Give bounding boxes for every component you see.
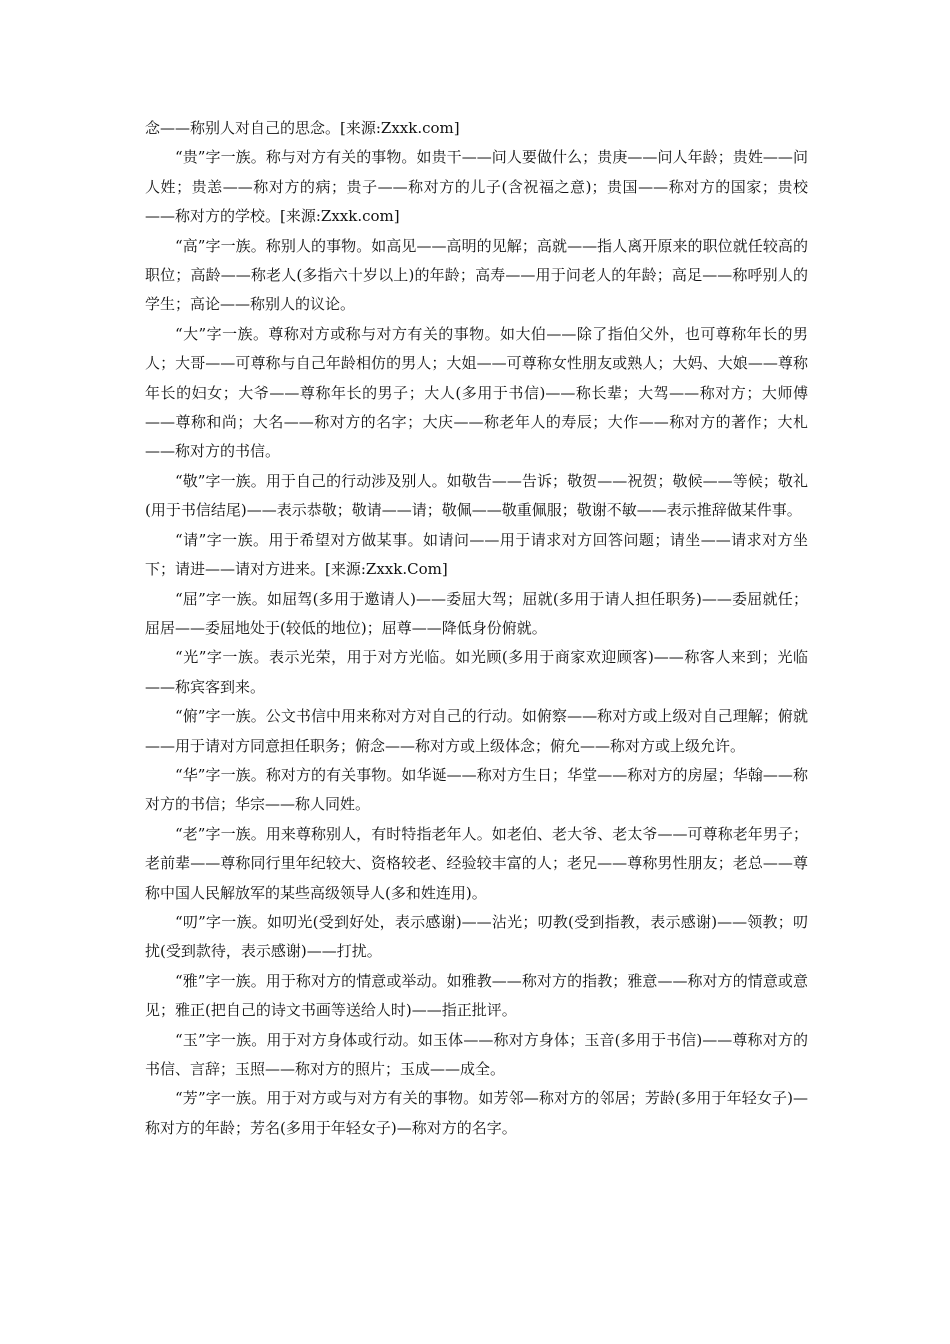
document-body — [145, 114, 808, 1143]
paragraph-yu: “玉”字一族。用于对方身体或行动。如玉体——称对方身体；玉音(多用于书信)——尊称对方的书信、言辞；玉照——称对方的照片；玉成——成全。 — [145, 1030, 808, 1078]
paragraph-qing: “请”字一族。用于希望对方做某事。如请问——用于请求对方回答问题；请坐——请求对方坐下；请进——请对方进来。[来源:Zxxk.Com] — [145, 530, 808, 579]
paragraph-gao: “高”字一族。称别人的事物。如高见——高明的见解；高就——指人离开原来的职位就任较高的职位；高龄——称老人(多指六十岁以上)的年龄；高寿——用于问老人的年龄；高足——称呼别人的学生；高论——称别人的议论。 — [145, 236, 808, 314]
paragraph-guang: “光”字一族。表示光荣，用于对方光临。如光顾(多用于商家欢迎顾客)——称客人来到；光临——称宾客到来。 — [145, 648, 808, 696]
paragraph-jing: “敬”字一族。用于自己的行动涉及别人。如敬告——告诉；敬贺——祝贺；敬候——等候；敬礼(用于书信结尾)——表示恭敬；敬请——请；敬佩——敬重佩服；敬谢不敏——表示推辞做某件事。 — [145, 471, 808, 520]
paragraph-continuation: 念——称别人对自己的思念。[来源:Zxxk.com] — [145, 119, 460, 137]
paragraph-da: “大”字一族。尊称对方或称与对方有关的事物。如大伯——除了指伯父外，也可尊称年长的男人；大哥——可尊称与自己年龄相仿的男人；大姐——可尊称女性朋友或熟人；大妈、大娘——尊称年长的妇女；大爷——尊称年长的男子；大人(多用于书信)——称长辈；大驾——称对方；大师傅——尊称和尚；大名——称对方的名字；大庆——称老年人的寿辰；大作——称对方的著作；大札——称对方的书信。 — [145, 324, 808, 461]
paragraph-fang: “芳”字一族。用于对方或与对方有关的事物。如芳邻—称对方的邻居；芳龄(多用于年轻女子)—称对方的年龄；芳名(多用于年轻女子)—称对方的名字。 — [145, 1089, 808, 1137]
paragraph-lao: “老”字一族。用来尊称别人，有时特指老年人。如老伯、老大爷、老太爷——可尊称老年男子；老前辈——尊称同行里年纪较大、资格较老、经验较丰富的人；老兄——尊称男性朋友；老总——尊称中国人民解放军的某些高级领导人(多和姓连用)。 — [145, 824, 808, 902]
paragraph-gui: “贵”字一族。称与对方有关的事物。如贵干——问人要做什么；贵庚——问人年龄；贵姓——问人姓；贵恙——称对方的病；贵子——称对方的儿子(含祝福之意)；贵国——称对方的国家；贵校——称对方的学校。[来源:Zxxk.com] — [145, 148, 808, 226]
paragraph-fu: “俯”字一族。公文书信中用来称对方对自己的行动。如俯察——称对方或上级对自己理解；俯就——用于请对方同意担任职务；俯念——称对方或上级体念；俯允——称对方或上级允许。 — [145, 707, 808, 755]
paragraph-qu: “屈”字一族。如屈驾(多用于邀请人)——委屈大驾；屈就(多用于请人担任职务)——委屈就任；屈居——委屈地处于(较低的地位)；屈尊——降低身份俯就。 — [145, 589, 808, 637]
paragraph-hua: “华”字一族。称对方的有关事物。如华诞——称对方生日；华堂——称对方的房屋；华翰——称对方的书信；华宗——称人同姓。 — [145, 765, 808, 814]
paragraph-ya: “雅”字一族。用于称对方的情意或举动。如雅教——称对方的指教；雅意——称对方的情意或意见；雅正(把自己的诗文书画等送给人时)——指正批评。 — [145, 971, 808, 1020]
paragraph-dao: “叨”字一族。如叨光(受到好处，表示感谢)——沾光；叨教(受到指教，表示感谢)——领教；叨扰(受到款待，表示感谢)——打扰。 — [145, 912, 808, 961]
